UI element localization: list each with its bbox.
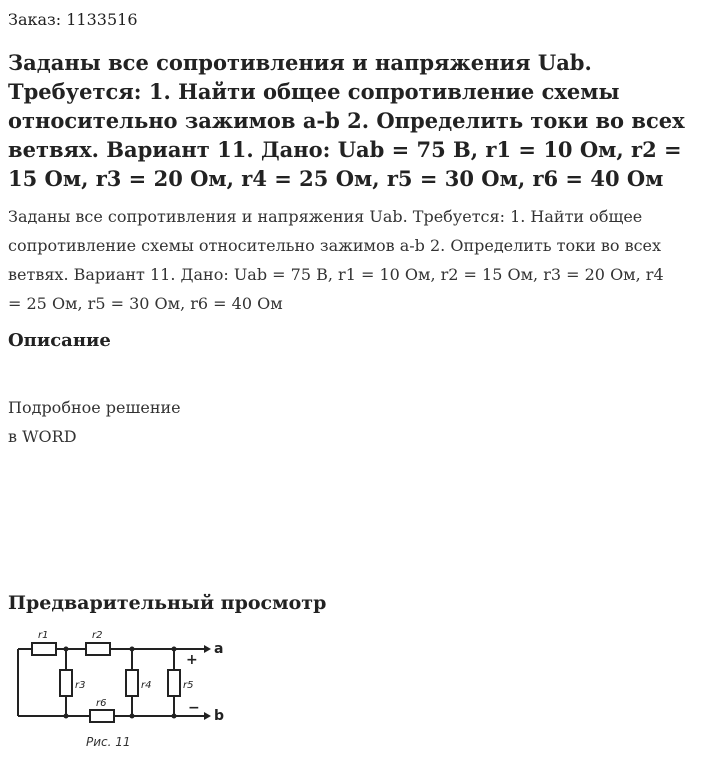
terminal-b-arrow (204, 712, 211, 720)
resistor-r4 (126, 670, 138, 696)
terminal-a-label: a (214, 641, 224, 657)
label-r3: r3 (75, 680, 86, 691)
minus-sign: − (188, 700, 200, 716)
resistor-r2 (86, 643, 110, 655)
plus-sign: + (186, 652, 198, 668)
description-body (8, 393, 181, 451)
label-r1: r1 (38, 630, 49, 641)
description-heading: Описание (8, 330, 111, 351)
resistor-r1 (32, 643, 56, 655)
page-title: Заданы все сопротивления и напряжения Uab. Требуется: 1. Найти общее сопротивление схемы относительно зажимов a-b 2. Определить токи во всех ветвях. Вариант 11. Дано: Uab = 75 В, r1 = 10 Ом, r2 = 15 Ом, r3 = 20 Ом, r4 = 25 Ом, r5 = 30 Ом, r6 = 40 Ом (8, 50, 685, 191)
order-number: Заказ: 1133516 (8, 10, 138, 29)
label-r2: r2 (92, 630, 103, 641)
resistor-r3 (60, 670, 72, 696)
terminal-b-label: b (214, 708, 225, 724)
task-summary: Заданы все сопротивления и напряжения Uab. Требуется: 1. Найти общее сопротивление схемы относительно зажимов a-b 2. Определить токи во всех ветвях. Вариант 11. Дано: Uab = 75 В, r1 = 10 Ом, r2 = 15 Ом, r3 = 20 Ом, r4 = 25 Ом, r5 = 30 Ом, r6 = 40 Ом (8, 207, 664, 313)
description-line: в WORD (8, 427, 77, 446)
figure-caption: Рис. 11 (86, 735, 131, 749)
label-r5: r5 (183, 680, 194, 691)
description-line: Подробное решение (8, 398, 181, 417)
circuit-diagram (8, 622, 228, 757)
terminal-a-arrow (204, 645, 211, 653)
label-r4: r4 (141, 680, 152, 691)
label-r6: r6 (96, 698, 107, 709)
resistor-r5 (168, 670, 180, 696)
preview-heading: Предварительный просмотр (8, 592, 327, 614)
resistor-r6 (90, 710, 114, 722)
